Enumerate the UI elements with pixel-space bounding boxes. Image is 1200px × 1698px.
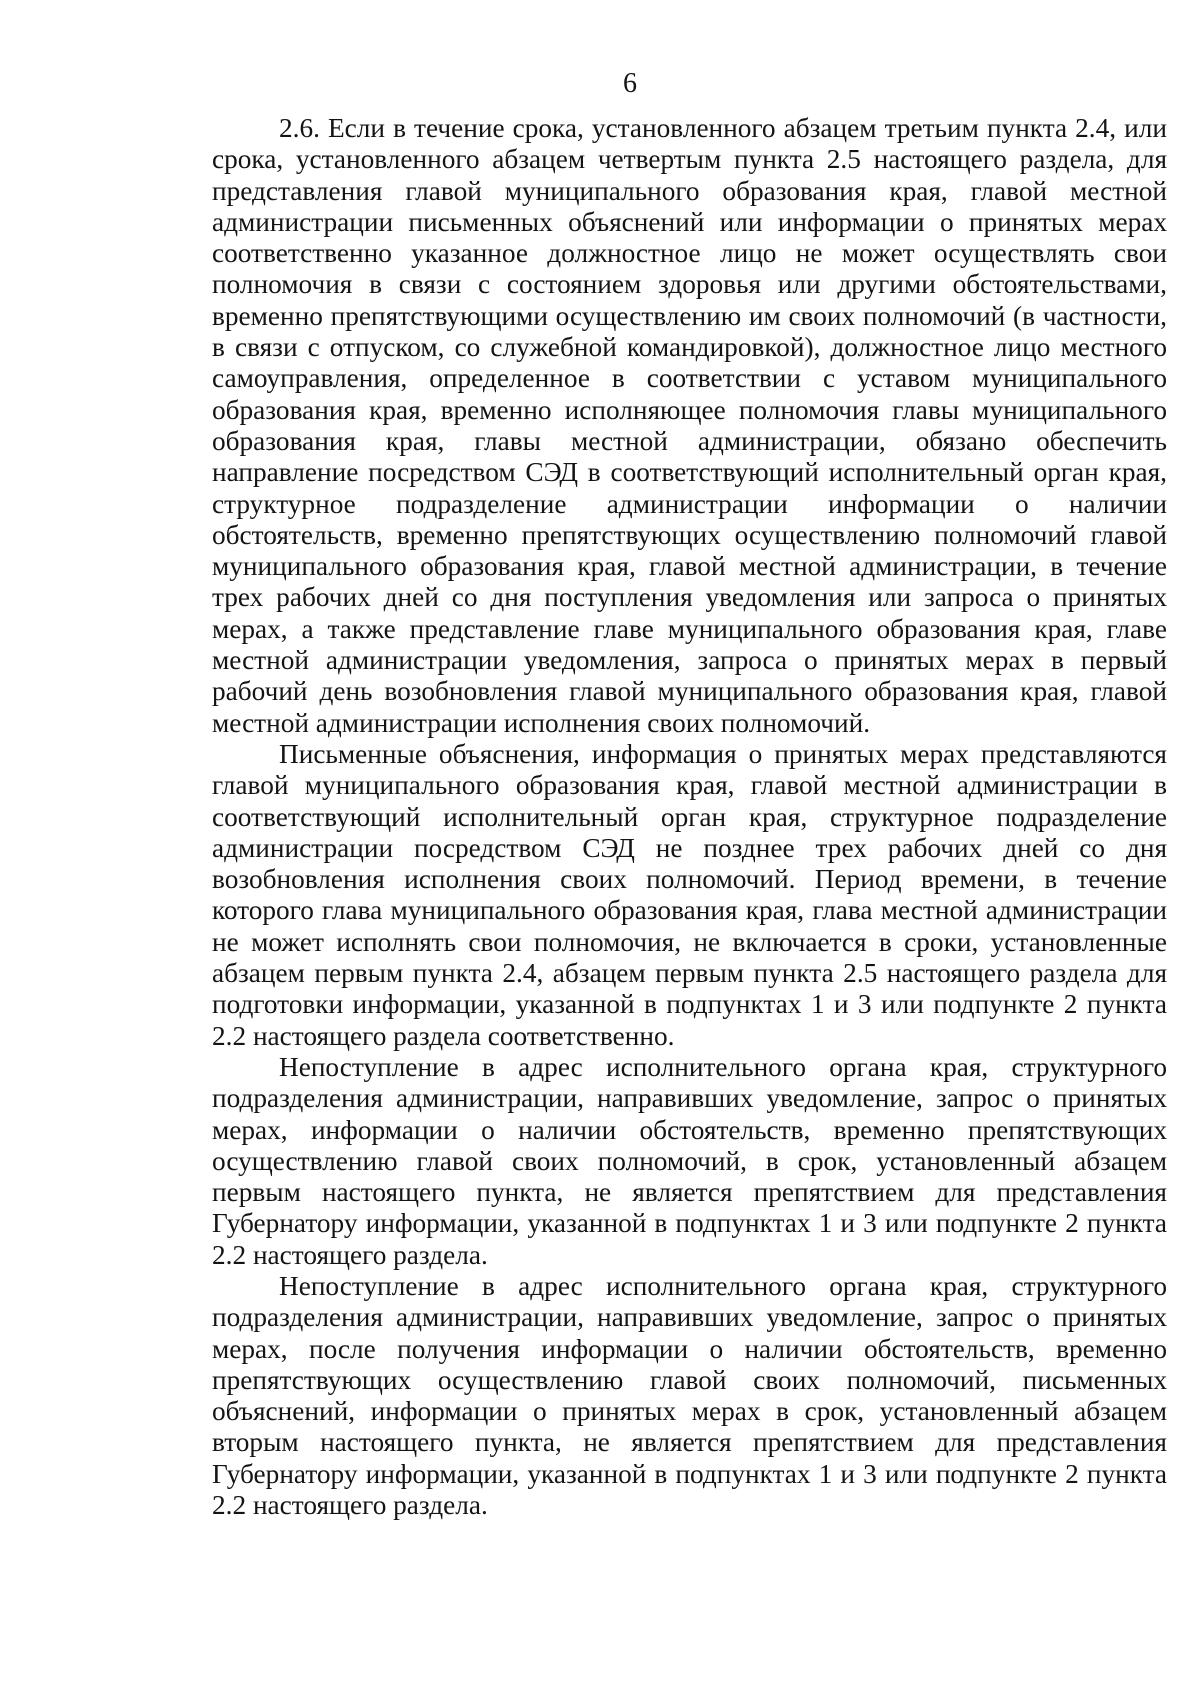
- paragraph-non-receipt-second: Непоступление в адрес исполнительного органа края, структурного подразделения администрации, направивших уведомление, запрос о принятых мерах, после получения информации о наличии обстоятельств, временно препятствующих осуществлению главой своих полномочий, письменных объяснений, информации о принятых мерах в срок, установленный абзацем вторым настоящего пункта, не является препятствием для представления Губернатору информации, указанной в подпунктах 1 и 3 или подпункте 2 пункта 2.2 настоящего раздела.: [212, 1270, 1167, 1521]
- paragraph-2-6: 2.6. Если в течение срока, установленного абзацем третьим пункта 2.4, или срока, установленного абзацем четвертым пункта 2.5 настоящего раздела, для представления главой муниципального образования края, главой местной администрации письменных объяснений или информации о принятых мерах соответственно указанное должностное лицо не может осуществлять свои полномочия в связи с состоянием здоровья или другими обстоятельствами, временно препятствующими осуществлению им своих полномочий (в частности, в связи с отпуском, со служебной командировкой), должностное лицо местного самоуправления, определенное в соответствии с уставом муниципального образования края, временно исполняющее полномочия главы муниципального образования края, главы местной администрации, обязано обеспечить направление посредством СЭД в соответствующий исполнительный орган края, структурное подразделение администрации информации о наличии обстоятельств, временно препятствующих осуществлению полномочий главой муниципального образования края, главой местной администрации, в течение трех рабочих дней со дня поступления уведомления или запроса о принятых мерах, а также представление главе муниципального образования края, главе местной администрации уведомления, запроса о принятых мерах в первый рабочий день возобновления главой муниципального образования края, главой местной администрации исполнения своих полномочий.: [212, 113, 1167, 738]
- page-number: 6: [623, 68, 637, 99]
- paragraph-written-explanations: Письменные объяснения, информация о принятых мерах представляются главой муниципального образования края, главой местной администрации в соответствующий исполнительный орган края, структурное подразделение администрации посредством СЭД не позднее трех рабочих дней со дня возобновления исполнения своих полномочий. Период времени, в течение которого глава муниципального образования края, глава местной администрации не может исполнять свои полномочия, не включается в сроки, установленные абзацем первым пункта 2.4, абзацем первым пункта 2.5 настоящего раздела для подготовки информации, указанной в подпунктах 1 и 3 или подпункте 2 пункта 2.2 настоящего раздела соответственно.: [212, 738, 1167, 1051]
- paragraph-non-receipt-first: Непоступление в адрес исполнительного органа края, структурного подразделения администрации, направивших уведомление, запрос о принятых мерах, информации о наличии обстоятельств, временно препятствующих осуществлению главой своих полномочий, в срок, установленный абзацем первым настоящего пункта, не является препятствием для представления Губернатору информации, указанной в подпунктах 1 и 3 или подпункте 2 пункта 2.2 настоящего раздела.: [212, 1051, 1167, 1270]
- document-body: [212, 113, 1167, 1521]
